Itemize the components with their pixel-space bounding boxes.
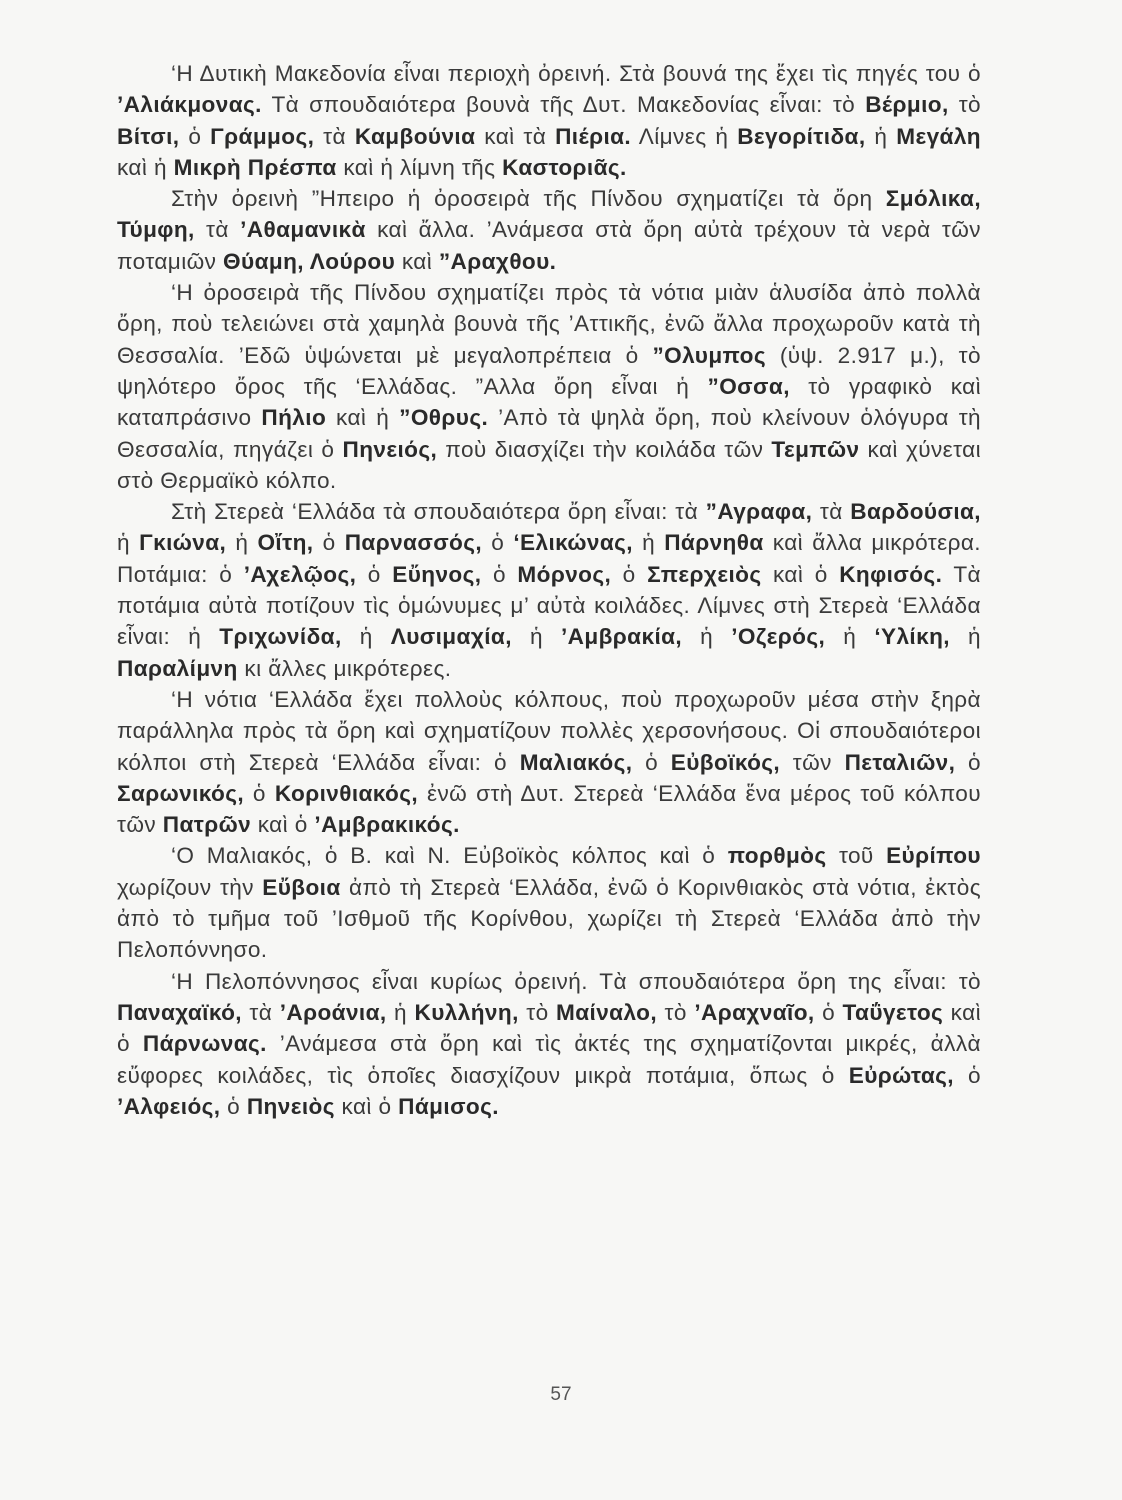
- bold-term: Μεγάλη: [896, 123, 981, 149]
- bold-term: ’Αθαμανικὰ: [240, 217, 366, 243]
- text-run: τὰ: [314, 123, 355, 149]
- bold-term: ’Αλιάκμονας.: [117, 92, 262, 118]
- text-run: καὶ ἄλλα μικρότερα. Ποτάμια: ὁ: [117, 530, 981, 587]
- page-number: 57: [550, 1384, 572, 1405]
- text-run: ‘Η ὀροσειρὰ τῆς Πίνδου σχηματίζει πρὸς τὰ νότια μιὰν ἁλυσίδα ἀπὸ πολλὰ ὄρη, ποὺ τελειώνει στὰ χαμηλὰ βουνὰ τῆς ’Αττικῆς, ἐνῶ ἄλλα προχωροῦν κατὰ τὴ Θεσσαλία. ’Εδῶ ὑψώνεται μὲ μεγαλοπρέπεια ὁ: [117, 280, 981, 368]
- bold-term: Εὔηνος,: [392, 561, 482, 587]
- bold-term: Παρνασσός,: [344, 530, 483, 556]
- text-run: ὁ: [953, 1062, 981, 1088]
- bold-term: ”Οσσα,: [707, 373, 790, 399]
- bold-term: Πεταλιῶν,: [844, 749, 956, 775]
- bold-term: Πιέρια.: [555, 123, 632, 149]
- text-run: ’Απὸ τὰ ψηλὰ ὄρη, ποὺ κλείνουν ὁλόγυρα τὴ Θεσσαλία, πηγάζει ὁ: [117, 405, 981, 462]
- text-run: τῶν: [780, 749, 845, 775]
- bold-term: Κορινθιακός,: [274, 780, 419, 806]
- text-run: ἡ: [341, 624, 391, 650]
- bold-term: ’Αμβρακία,: [560, 624, 683, 650]
- text-run: ‘Η Δυτικὴ Μακεδονία εἶναι περιοχὴ ὀρεινή. Στὰ βουνά της ἔχει τὶς πηγές του ὁ: [171, 61, 981, 86]
- bold-term: Τριχωνίδα,: [219, 624, 342, 650]
- text-run: ἡ: [632, 530, 665, 556]
- text-run: κι ἄλλες μικρότερες.: [237, 655, 452, 681]
- text-run: ὁ: [481, 561, 518, 587]
- bold-term: Εὐρώτας,: [848, 1062, 954, 1088]
- bold-term: Πήλιο: [261, 405, 327, 431]
- text-run: ὁ: [632, 749, 671, 775]
- text-run: ὁ: [220, 1093, 247, 1119]
- text-run: ἡ: [386, 999, 415, 1025]
- text-run: ἐνῶ στὴ Δυτ. Στερεὰ ‘Ελλάδα ἕνα μέρος τοῦ κόλπου τῶν: [117, 780, 981, 838]
- text-run: ὁ: [313, 530, 345, 556]
- text-run: Τὰ σπουδαιότερα βουνὰ τῆς Δυτ. Μακεδονίας εἶναι: τὸ: [261, 92, 866, 118]
- text-run: ‘Η νότια ‘Ελλάδα ἔχει πολλοὺς κόλπους, ποὺ προχωροῦν μέσα στὴν ξηρὰ παράλληλα πρὸς τὰ ὄρη καὶ σχηματίζουν πολλὲς χερσονήσους. Οἱ σπουδαιότεροι κόλποι στὴ Στερεὰ ‘Ελλάδα εἶναι: ὁ: [117, 686, 981, 775]
- paragraph-western-macedonia: [117, 58, 981, 183]
- text-run: ἡ: [825, 624, 875, 650]
- text-run: χωρίζουν τὴν: [117, 874, 263, 900]
- text-run: καὶ ἄλλα. ’Ανάμεσα στὰ ὄρη αὐτὰ τρέχουν τὰ νερὰ τῶν ποταμιῶν: [117, 217, 981, 274]
- paragraph-epirus: [117, 183, 981, 277]
- text-run: καὶ ὁ: [761, 561, 840, 587]
- bold-term: Βαρδούσια,: [850, 499, 981, 525]
- bold-term: Πατρῶν: [162, 812, 252, 838]
- bold-term: Βέρμιο,: [865, 92, 949, 118]
- paragraph-gulfs: [117, 684, 981, 840]
- text-run: ὁ: [955, 749, 981, 775]
- text-run: Λίμνες ἡ: [631, 123, 738, 149]
- text-run: Τὰ ποτάμια αὐτὰ ποτίζουν τὶς ὁμώνυμες μ’ αὐτὰ κοιλάδες. Λίμνες στὴ Στερεὰ ‘Ελλάδα εἶναι: ἡ: [117, 561, 981, 650]
- text-run: ‘Η Πελοπόννησος εἶναι κυρίως ὀρεινή. Τὰ σπουδαιότερα ὄρη της εἶναι: τὸ: [171, 968, 981, 994]
- bold-term: Λυσιμαχία,: [390, 624, 512, 650]
- text-run: τὸ: [518, 999, 557, 1025]
- bold-term: ”Αγραφα,: [705, 499, 813, 525]
- text-run: καὶ ἡ λίμνη τῆς: [336, 154, 503, 180]
- bold-term: Κυλλήνη,: [414, 999, 519, 1025]
- text-run: ἡ: [949, 624, 982, 650]
- text-run: καὶ ὁ: [251, 812, 315, 838]
- text-run: τοῦ: [826, 843, 887, 869]
- text-run: καὶ ὁ: [117, 999, 981, 1057]
- bold-term: Παραλίμνη: [117, 655, 238, 681]
- text-run: ἡ: [511, 624, 561, 650]
- text-run: ἡ: [226, 530, 258, 556]
- bold-term: Καστοριᾶς.: [502, 154, 627, 180]
- bold-term: ’Αραχναῖο,: [694, 999, 815, 1025]
- bold-term: ’Αχελῷος,: [243, 561, 357, 587]
- bold-term: Μαίναλο,: [556, 999, 658, 1025]
- page-body: [117, 58, 981, 1122]
- bold-term: Πάμισος.: [398, 1093, 499, 1119]
- text-run: ἀπὸ τὴ Στερεὰ ‘Ελλάδα, ἐνῶ ὁ Κορινθιακὸς στὰ νότια, ἐκτὸς ἀπὸ τὸ τμῆμα τοῦ ’Ισθμοῦ τῆς Κορίνθου, χωρίζει τὴ Στερεὰ ‘Ελλάδα ἀπὸ τὴν Πελοπόννησο.: [117, 874, 981, 963]
- bold-term: Θύαμη, Λούρου: [223, 248, 396, 274]
- text-run: τὰ: [241, 999, 280, 1025]
- bold-term: Οἴτη,: [257, 530, 314, 556]
- bold-term: Σπερχειὸς: [647, 561, 762, 587]
- text-run: καὶ: [395, 248, 439, 274]
- text-run: (ὑψ. 2.917 μ.), τὸ ψηλότερο ὄρος τῆς ‘Ελλάδας. ”Αλλα ὄρη εἶναι ἡ: [117, 342, 981, 399]
- text-run: τὰ: [812, 499, 851, 525]
- bold-term: Πάρνωνας.: [142, 1031, 267, 1057]
- bold-term: ’Αμβρακικός.: [314, 812, 460, 838]
- bold-term: Σμόλικα, Τύμφη,: [117, 186, 981, 243]
- text-run: ἡ: [117, 530, 140, 556]
- text-run: ποὺ διασχίζει τὴν κοιλάδα τῶν: [437, 436, 772, 462]
- bold-term: Εὔβοια: [262, 874, 341, 900]
- text-run: τὸ γραφικὸ καὶ καταπράσινο: [117, 373, 981, 431]
- text-run: ’Ανάμεσα στὰ ὄρη καὶ τὶς ἀκτές της σχηματίζονται μικρές, ἀλλὰ εὔφορες κοιλάδες, τὶς ὁποῖες διασχίζουν μικρὰ ποτάμια, ὅπως ὁ: [117, 1031, 981, 1088]
- bold-term: Εὐβοϊκός,: [670, 749, 781, 775]
- bold-term: Σαρωνικός,: [117, 780, 245, 806]
- bold-term: ‘Ελικώνας,: [513, 530, 633, 556]
- text-run: καὶ χύνεται στὸ Θερμαϊκὸ κόλπο.: [117, 436, 982, 493]
- text-run: ἡ: [865, 123, 897, 149]
- text-run: τὸ: [657, 999, 695, 1025]
- text-run: καὶ ὁ: [334, 1093, 399, 1119]
- bold-term: Γράμμος,: [210, 123, 315, 149]
- bold-term: Πάρνηθα: [664, 530, 764, 556]
- bold-term: Τεμπῶν: [771, 436, 860, 462]
- text-run: καὶ ἡ: [117, 154, 174, 180]
- bold-term: Βεγορίτιδα,: [737, 123, 866, 149]
- bold-term: ’Αλφειός,: [117, 1093, 221, 1119]
- bold-term: Μόρνος,: [517, 561, 612, 587]
- text-run: τὸ: [948, 92, 982, 118]
- text-run: ἡ: [682, 624, 732, 650]
- text-run: τὰ: [194, 217, 241, 243]
- bold-term: Κηφισός.: [839, 561, 943, 587]
- bold-term: Μικρὴ Πρέσπα: [173, 154, 337, 180]
- bold-term: Βίτσι,: [117, 123, 180, 149]
- paragraph-sterea-ellada: [117, 496, 981, 684]
- text-run: Στὴν ὀρεινὴ ”Ηπειρο ἡ ὀροσειρὰ τῆς Πίνδου σχηματίζει τὰ ὄρη: [171, 186, 886, 212]
- text-run: ὁ: [244, 780, 275, 806]
- bold-term: Γκιώνα,: [139, 530, 227, 556]
- text-run: ‘Ο Μαλιακός, ὁ Β. καὶ Ν. Εὐβοϊκὸς κόλπος καὶ ὁ: [171, 843, 728, 869]
- bold-term: ”Ολυμπος: [652, 342, 766, 368]
- bold-term: Παναχαϊκό,: [117, 999, 242, 1025]
- text-run: ὁ: [611, 561, 648, 587]
- bold-term: ”Αραχθου.: [438, 248, 557, 274]
- bold-term: ”Οθρυς.: [399, 405, 489, 431]
- text-run: ὁ: [356, 561, 393, 587]
- bold-term: Μαλιακός,: [519, 749, 633, 775]
- text-run: ὁ: [814, 999, 843, 1025]
- paragraph-euboea: [117, 840, 981, 965]
- bold-term: Καμβούνια: [354, 123, 476, 149]
- bold-term: Ταΰγετος: [842, 999, 944, 1025]
- bold-term: ’Οζερός,: [731, 624, 826, 650]
- text-run: καὶ ἡ: [326, 405, 400, 431]
- bold-term: πορθμὸς: [727, 843, 827, 869]
- text-run: Στὴ Στερεὰ ‘Ελλάδα τὰ σπουδαιότερα ὄρη εἶναι: τὰ: [171, 499, 706, 525]
- bold-term: ’Αροάνια,: [279, 999, 387, 1025]
- bold-term: Πηνειός,: [342, 436, 438, 462]
- text-run: καὶ τὰ: [475, 123, 556, 149]
- text-run: ὁ: [179, 123, 211, 149]
- bold-term: ‘Υλίκη,: [874, 624, 950, 650]
- paragraph-pindus-thessaly: [117, 277, 981, 496]
- paragraph-peloponnese: [117, 966, 981, 1122]
- bold-term: Πηνειὸς: [246, 1093, 335, 1119]
- bold-term: Εὐρίπου: [886, 843, 981, 869]
- text-run: ὁ: [482, 530, 514, 556]
